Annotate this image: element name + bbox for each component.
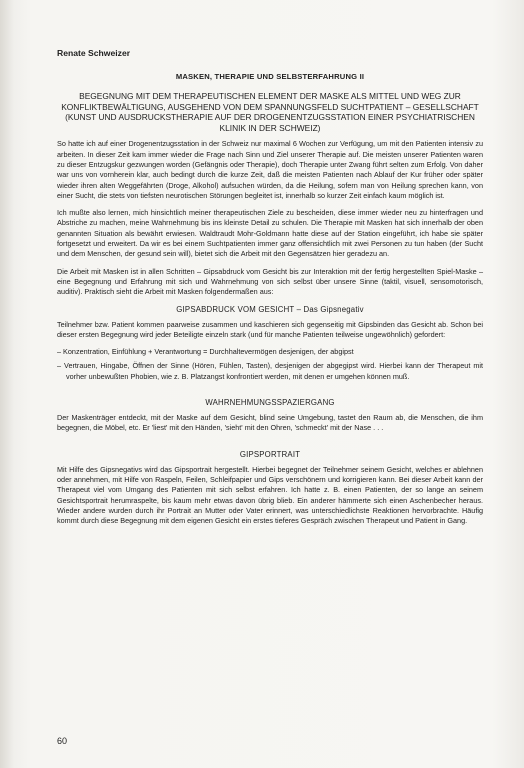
article-subtitle: BEGEGNUNG MIT DEM THERAPEUTISCHEN ELEMENT DER MASKE ALS MITTEL UND WEG ZUR KONFLIKTBEWÄLTIGUNG, AUSGEHEND VON DEM SPANNUNGSFELD SUCHTPATIENT – GESELLSCHAFT (KUNST UND AUSDRUCKSTHERAPIE AUF DER DROGENENTZUGSSTATION EINER PSYCHIATRISCHEN KLINIK IN DER SCHWEIZ) [61, 91, 479, 133]
section-text-wahrnehmung: Der Maskenträger entdeckt, mit der Maske auf dem Gesicht, blind seine Umgebung, tastet den Raum ab, die Menschen, die ihm begegnen, die Möbel, etc. Er 'liest' mit den Händen, 'sieht' mit den Ohren, 'schmeckt' mit der Nase . . . [57, 413, 483, 433]
body-paragraph: Die Arbeit mit Masken ist in allen Schritten – Gipsabdruck vom Gesicht bis zur Interaktion mit der fertig hergestellten Spiel-Maske – eine Begegnung und Erfahrung mit sich und Wahrnehmung von sich selbst über unsere Sinne (taktil, visuell, sensomotorisch, auditiv). Praktisch sieht die Arbeit mit Masken folgendermaßen aus: [57, 266, 483, 297]
page-number: 60 [57, 736, 68, 746]
page-edge-shadow [0, 0, 14, 768]
requirements-list [57, 347, 483, 382]
page-content [57, 48, 483, 533]
list-item: – Konzentration, Einfühlung + Verantwortung = Durchhaltevermögen desjenigen, der abgipst [57, 347, 483, 357]
section-text-gipsportrait: Mit Hilfe des Gipsnegativs wird das Gipsportrait hergestellt. Hierbei begegnet der Teilnehmer seinem Gesicht, welches er ablehnen oder annehmen, mit Hilfe von Raspeln, Feilen, Schleifpapier und Gips verschönern und korrigieren kann. Bei dieser Arbeit kann der Therapeut viel vom Umgang des Patienten mit sich selbst erfahren. Ich hatte z. B. einen Patienten, der so lange an seinem Gesichtsportrait herumraspelte, bis kaum mehr etwas davon übrig blieb. Ein anderer hämmerte sich einen Aschenbecher heraus. Wieder andere wurden durch ihr Portrait an Mutter oder Vater erinnert, was unterschiedlichste Reaktionen hervorbrachte. Häufig kommt durch diese Begegnung mit dem eigenen Gesicht ein erstes tieferes Gespräch zwischen Therapeut und Patient in Gang. [57, 464, 483, 526]
body-paragraph: Ich mußte also lernen, mich hinsichtlich meiner therapeutischen Ziele zu bescheiden, diese immer wieder neu zu hinterfragen und Abstriche zu machen, meine Wahrnehmung bis ins kleinste Detail zu schulen. Die Therapie mit Masken hat sich innerhalb der oben genannten Situation als bewährt erwiesen. Waldtraudt Mohr-Goldmann hatte diese auf der Station eingeführt, ich habe sie später fortgesetzt und erweitert. Da wir es bei einem Suchtpatienten immer ganz offensichtlich mit zwei Personen zu tun haben (der Sucht und dem Menschen, der gesund sein will), bietet sich die Arbeit mit den Gegensätzen hier geradezu an. [57, 208, 483, 259]
article-title: MASKEN, THERAPIE UND SELBSTERFAHRUNG II [175, 72, 365, 81]
section-heading-gipsportrait: GIPSPORTRAIT [239, 449, 301, 459]
author-name: Renate Schweizer [57, 48, 131, 58]
section-heading-wahrnehmung: WAHRNEHMUNGSSPAZIERGANG [205, 398, 335, 408]
body-paragraph: So hatte ich auf einer Drogenentzugsstation in der Schweiz nur maximal 6 Wochen zur Verfügung, um mit den Patienten intensiv zu arbeiten. In dieser Zeit kam immer wieder die Frage nach Sinn und Ziel unserer Therapie auf. Die meisten unserer Patienten waren zu dieser Entzugskur gezwungen worden (Gefängnis oder Therapie), doch Therapie unter Zwang führt selten zum Erfolg. Von daher war uns von vornherein klar, auch bedingt durch die kurze Zeit, daß die meisten Patienten nach Ablauf der Kur früher oder später wieder ihren alten Weggefährten (Droge, Alkohol) aufsuchen würden, da die Heilung, sofern man von Heilung sprechen kann, von einer Sucht, die stets von tiefsten neurotischen Störungen begleitet ist, innerhalb so kurzer Zeit einfach kaum möglich ist. [57, 139, 483, 200]
section-heading-gipsabdruck: GIPSABDRUCK VOM GESICHT – Das Gipsnegativ [176, 304, 364, 314]
section-intro-gipsabdruck: Teilnehmer bzw. Patient kommen paarweise zusammen und kaschieren sich gegenseitig mit Gipsbinden das Gesicht ab. Schon bei dieser ersten Begegnung wird jeder Beteiligte einzeln stark (und für manche Patienten teilweise ungewöhnlich) gefordert: [57, 319, 483, 339]
list-item: – Vertrauen, Hingabe, Öffnen der Sinne (Hören, Fühlen, Tasten), desjenigen der abgegipst wird. Hierbei kann der Therapeut mit vorher unbewußten Phobien, wie z. B. Platzangst konfrontiert werden, mit denen er umgehen können muß. [57, 361, 483, 382]
